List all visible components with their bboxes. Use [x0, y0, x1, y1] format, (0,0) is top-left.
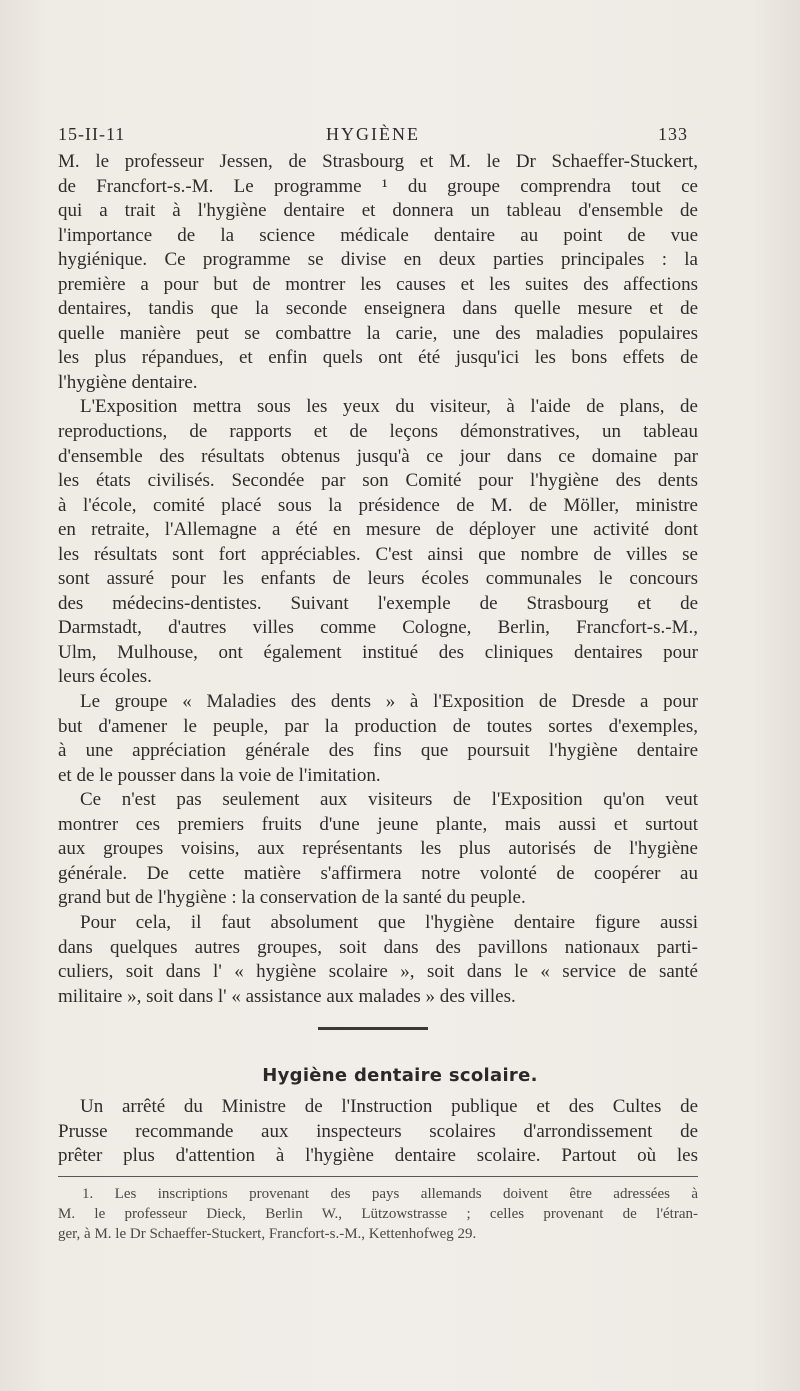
paragraph-1	[58, 150, 698, 395]
text-line: les résultats sont fort appréciables. C'est ainsi que nombre de villes se	[58, 543, 698, 565]
text-line: militaire », soit dans l' « assistance aux malades » des villes.	[58, 985, 516, 1007]
text-line: les plus répandues, et enfin quels ont été jusqu'ici les bons effets de	[58, 347, 698, 369]
text-line: générale. De cette matière s'affirmera notre volonté de coopérer au	[58, 862, 698, 884]
text-line: M. le professeur Jessen, de Strasbourg et M. le Dr Schaeffer-Stuckert,	[58, 151, 698, 172]
text-line: à une appréciation générale des fins que poursuit l'hygiène dentaire	[58, 740, 698, 762]
text-line: à l'école, comité placé sous la présidence de M. de Möller, ministre	[58, 494, 698, 516]
text-line: en retraite, l'Allemagne a été en mesure de déployer une activité dont	[58, 519, 698, 541]
footnote-rule	[58, 1176, 698, 1177]
text-line: l'importance de la science médicale dentaire au point de vue	[58, 224, 698, 246]
text-line: Un arrêté du Ministre de l'Instruction publique et des Cultes de	[80, 1096, 698, 1117]
section-heading: Hygiène dentaire scolaire.	[262, 1065, 538, 1086]
footnote-line: M. le professeur Dieck, Berlin W., Lützowstrasse ; celles provenant de l'étran-	[58, 1206, 698, 1222]
text-line: Le groupe « Maladies des dents » à l'Exposition de Dresde a pour	[80, 691, 698, 713]
section-text	[58, 1095, 698, 1169]
page-number: 133	[658, 124, 688, 144]
text-line: Ce n'est pas seulement aux visiteurs de l'Exposition qu'on veut	[80, 789, 698, 811]
text-line: sont assuré pour les enfants de leurs écoles communales le concours	[58, 568, 698, 590]
paragraph-3	[58, 690, 698, 788]
text-line: aux groupes voisins, aux représentants les plus autorisés de l'hygiène	[58, 838, 698, 860]
text-line: et de le pousser dans la voie de l'imitation.	[58, 764, 381, 786]
main-text	[58, 150, 698, 1009]
header-date: 15-II-11	[58, 124, 126, 144]
paragraph-6	[58, 1095, 698, 1169]
text-line: Darmstadt, d'autres villes comme Cologne, Berlin, Francfort-s.-M.,	[58, 617, 698, 639]
text-line: leurs écoles.	[58, 666, 152, 688]
footnote	[58, 1184, 698, 1244]
text-line: Prusse recommande aux inspecteurs scolaires d'arrondissement de	[58, 1120, 698, 1142]
text-line: culiers, soit dans l' « hygiène scolaire », soit dans le « service de santé	[58, 961, 698, 983]
text-line: prêter plus d'attention à l'hygiène dentaire scolaire. Partout où les	[58, 1145, 698, 1167]
text-line: qui a trait à l'hygiène dentaire et donnera un tableau d'ensemble de	[58, 200, 698, 222]
section-divider	[318, 1027, 428, 1030]
paragraph-5	[58, 911, 698, 1009]
text-line: des médecins-dentistes. Suivant l'exemple de Strasbourg et de	[58, 592, 698, 614]
paragraph-4	[58, 788, 698, 911]
text-line: but d'amener le peuple, par la production de toutes sortes d'exemples,	[58, 715, 698, 737]
footnote-line: ger, à M. le Dr Schaeffer-Stuckert, Francfort-s.-M., Kettenhofweg 29.	[58, 1226, 477, 1242]
text-line: montrer ces premiers fruits d'une jeune plante, mais aussi et surtout	[58, 813, 698, 835]
text-line: Pour cela, il faut absolument que l'hygiène dentaire figure aussi	[80, 911, 698, 933]
text-line: L'Exposition mettra sous les yeux du visiteur, à l'aide de plans, de	[80, 396, 698, 418]
text-line: de Francfort-s.-M. Le programme ¹ du groupe comprendra tout ce	[58, 175, 698, 197]
text-line: grand but de l'hygiène : la conservation de la santé du peuple.	[58, 887, 526, 909]
text-line: hygiénique. Ce programme se divise en deux parties principales : la	[58, 249, 698, 271]
text-line: première a pour but de montrer les causes et les suites des affections	[58, 273, 698, 295]
text-line: Ulm, Mulhouse, ont également institué des cliniques dentaires pour	[58, 641, 698, 663]
paragraph-2	[58, 395, 698, 690]
text-line: dentaires, tandis que la seconde enseignera dans quelle mesure et de	[58, 298, 698, 320]
text-line: dans quelques autres groupes, soit dans des pavillons nationaux parti-	[58, 936, 698, 958]
text-line: l'hygiène dentaire.	[58, 371, 198, 393]
header-title: HYGIÈNE	[326, 124, 420, 144]
text-line: quelle manière peut se combattre la carie, une des maladies populaires	[58, 322, 698, 344]
text-line: d'ensemble des résultats obtenus jusqu'à ce jour dans ce domaine par	[58, 445, 698, 467]
footnote-line: 1. Les inscriptions provenant des pays allemands doivent être adressées à	[82, 1186, 698, 1202]
text-line: les états civilisés. Secondée par son Comité pour l'hygiène des dents	[58, 470, 698, 492]
text-line: reproductions, de rapports et de leçons démonstratives, un tableau	[58, 421, 698, 443]
